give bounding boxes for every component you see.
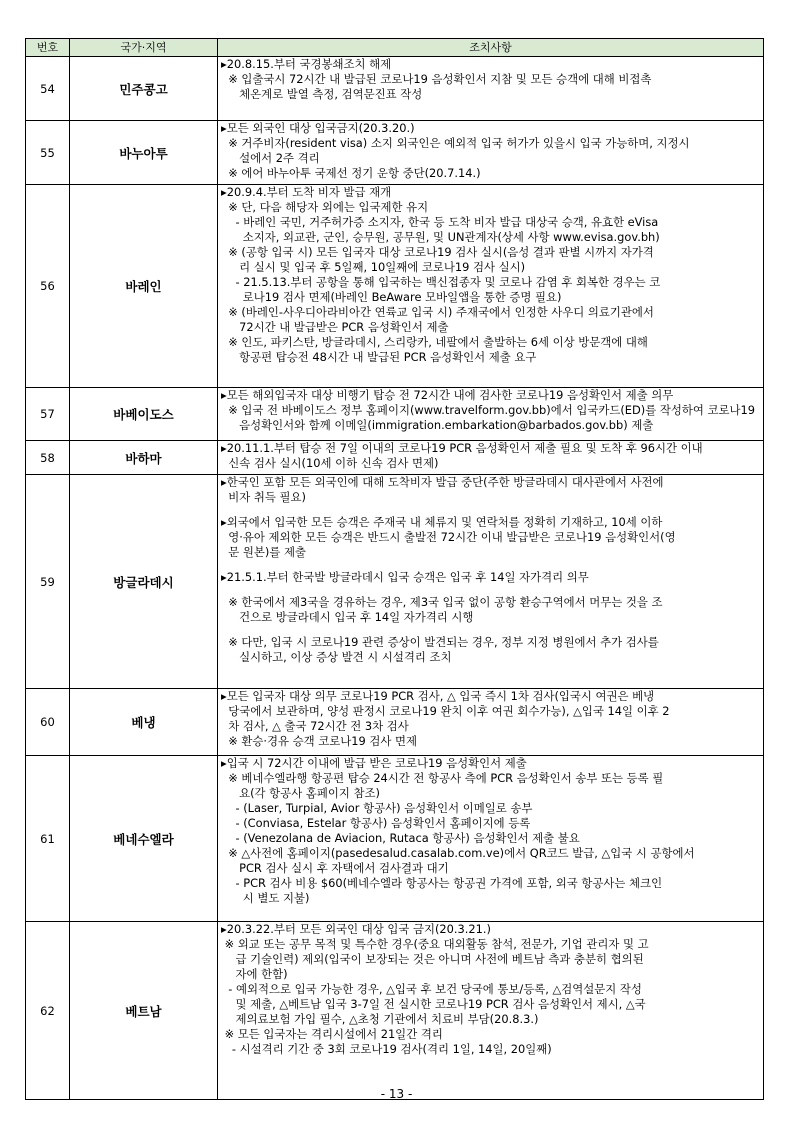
header-country: 국가·지역 <box>70 39 218 57</box>
measure-line: ※ 다만, 입국 시 코로나19 관련 증상이 발견되는 경우, 정부 지정 병원에서 추가 검사를 <box>221 635 659 649</box>
row-number: 58 <box>26 441 70 475</box>
measure-line: 소지자, 외교관, 군인, 승무원, 공무원, 및 UN관계자(상세 사항 www.evisa.gov.bh) <box>221 230 660 244</box>
table-row <box>26 441 764 475</box>
spacer <box>221 505 760 515</box>
country-name: 방글라데시 <box>70 475 218 689</box>
table-row <box>26 922 764 1100</box>
measure-line: ▸21.5.1.부터 한국발 방글라데시 입국 승객은 입국 후 14일 자가격리 의무 <box>221 570 589 584</box>
measure-line: ▸20.8.15.부터 국경봉쇄조치 해제 <box>221 57 392 71</box>
measure-line: 리 실시 및 입국 후 5일째, 10일째에 코로나19 검사 실시) <box>221 260 526 274</box>
table-row <box>26 689 764 756</box>
row-number: 56 <box>26 185 70 388</box>
measure-line: ▸모든 해외입국자 대상 비행기 탑승 전 72시간 내에 검사한 코로나19 음성확인서 제출 의무 <box>221 388 674 402</box>
measure-line: ※ 베네수엘라행 항공편 탑승 24시간 전 항공사 측에 PCR 음성확인서 송부 또는 등록 필 <box>221 771 664 785</box>
country-name: 베네수엘라 <box>70 756 218 922</box>
measure-line: - 21.5.13.부터 공항을 통해 입국하는 백신접종자 및 코로나 감염 후 회복한 경우는 코 <box>221 275 661 289</box>
row-number: 59 <box>26 475 70 689</box>
measure-line: ※ 모든 입국자는 격리시설에서 21일간 격리 <box>221 1027 443 1041</box>
country-name: 바레인 <box>70 185 218 388</box>
measure-line: 및 제출, △베트남 입국 3-7일 전 실시한 코로나19 PCR 검사 음성확인서 제시, △국 <box>221 997 646 1011</box>
spacer <box>221 585 760 595</box>
row-number: 54 <box>26 57 70 121</box>
table-row <box>26 756 764 922</box>
table-row <box>26 185 764 388</box>
measure-line: ※ 인도, 파키스탄, 방글라데시, 스리랑카, 네팔에서 출발하는 6세 이상 방문객에 대해 <box>221 335 648 349</box>
measure-cell <box>218 475 764 689</box>
measure-line: ▸입국 시 72시간 이내에 발급 받은 코로나19 음성확인서 제출 <box>221 756 527 770</box>
measure-line: 요(각 항공사 홈페이지 참조) <box>221 786 380 800</box>
table-row <box>26 475 764 689</box>
measure-cell <box>218 185 764 388</box>
row-number: 60 <box>26 689 70 756</box>
measure-line: ※ 에어 바누아투 국제선 정기 운항 중단(20.7.14.) <box>221 166 481 180</box>
measure-line: 당국에서 보관하며, 양성 판정시 코로나19 완치 이후 여권 회수가능), △입국 14일 이후 2 <box>221 704 670 718</box>
table-body <box>26 57 764 1100</box>
measure-cell <box>218 388 764 441</box>
measure-line: ※ (공항 입국 시) 모든 입국자 대상 코로나19 검사 실시(음성 결과 판별 시까지 자가격 <box>221 245 654 259</box>
country-name: 베트남 <box>70 922 218 1100</box>
measure-line: 72시간 내 발급받은 PCR 음성확인서 제출 <box>221 320 449 334</box>
measure-line: - (Laser, Turpial, Avior 항공사) 음성확인서 이메일로 송부 <box>221 801 533 815</box>
header-number: 번호 <box>26 39 70 57</box>
measure-line: ※ 한국에서 제3국을 경유하는 경우, 제3국 입국 없이 공항 환승구역에서 머무는 것을 조 <box>221 595 663 609</box>
measure-line: 로나19 검사 면제(바레인 BeAware 모바일앱을 통한 증명 필요) <box>221 290 562 304</box>
measure-cell <box>218 121 764 185</box>
country-name: 베냉 <box>70 689 218 756</box>
measure-line: 차 검사, △ 출국 72시간 전 3차 검사 <box>221 719 409 733</box>
measure-line: ▸20.3.22.부터 모든 외국인 대상 입국 금지(20.3.21.) <box>221 922 491 936</box>
measure-line: ※ (바레인-사우디아라비아간 연륙교 입국 시) 주재국에서 인정한 사우디 의료기관에서 <box>221 305 654 319</box>
table-row <box>26 121 764 185</box>
measure-cell <box>218 441 764 475</box>
measure-line: 음성확인서와 함께 이메일(immigration.embarkation@barbados.gov.bb) 제출 <box>221 418 654 432</box>
measure-line: ▸한국인 포함 모든 외국인에 대해 도착비자 발급 중단(주한 방글라데시 대사관에서 사전에 <box>221 475 664 489</box>
measure-line: ※ 입출국시 72시간 내 발급된 코로나19 음성확인서 지참 및 모든 승객에 대해 비접촉 <box>221 72 652 86</box>
table-row <box>26 388 764 441</box>
measure-line: - (Venezolana de Aviacion, Rutaca 항공사) 음성확인서 제출 불요 <box>221 831 580 845</box>
measure-line: ▸모든 외국인 대상 입국금지(20.3.20.) <box>221 121 415 135</box>
country-name: 바누아투 <box>70 121 218 185</box>
row-number: 61 <box>26 756 70 922</box>
measure-line: 문 원본)를 제출 <box>221 545 306 559</box>
measure-line: 비자 취득 필요) <box>221 490 306 504</box>
measure-line: 제의료보험 가입 필수, △초청 기관에서 치료비 부담(20.8.3.) <box>221 1012 539 1026</box>
header-measures: 조치사항 <box>218 39 764 57</box>
page-number: - 13 - <box>380 1087 413 1101</box>
measure-line: 신속 검사 실시(10세 이하 신속 검사 면제) <box>221 456 439 470</box>
measure-line: 체온계로 발열 측정, 검역문진표 작성 <box>221 87 423 101</box>
measure-line: 실시하고, 이상 증상 발견 시 시설격리 조치 <box>221 650 452 664</box>
row-number: 55 <box>26 121 70 185</box>
measure-line: - PCR 검사 비용 $60(베네수엘라 항공사는 항공권 가격에 포함, 외국 항공사는 체크인 <box>221 876 663 890</box>
measure-cell <box>218 756 764 922</box>
measure-line: 항공편 탑승전 48시간 내 발급된 PCR 음성확인서 제출 요구 <box>221 350 537 364</box>
measure-line: ※ 거주비자(resident visa) 소지 외국인은 예외적 입국 허가가 있을시 입국 가능하며, 지정시 <box>221 136 690 150</box>
measure-line: ※ 단, 다음 해당자 외에는 입국제한 유지 <box>221 200 429 214</box>
measures-table <box>25 38 764 1100</box>
measure-line: - 예외적으로 입국 가능한 경우, △입국 후 보건 당국에 통보/등록, △검역설문지 작성 <box>221 982 642 996</box>
row-number: 57 <box>26 388 70 441</box>
spacer <box>221 560 760 570</box>
measure-line: - (Conviasa, Estelar 항공사) 음성확인서 홈페이지에 등록 <box>221 816 531 830</box>
measure-line: - 바레인 국민, 거주허가증 소지자, 한국 등 도착 비자 발급 대상국 승객, 유효한 eVisa <box>221 215 659 229</box>
measure-line: ※ △사전에 홈페이지(pasedesalud.casalab.com.ve)에서 QR코드 발급, △입국 시 공항에서 <box>221 846 695 860</box>
measure-cell <box>218 922 764 1100</box>
measure-line: 급 기술인력) 제외(입국이 보장되는 것은 아니며 사전에 베트남 측과 충분히 협의된 <box>221 952 644 966</box>
measure-line: ▸20.11.1.부터 탑승 전 7일 이내의 코로나19 PCR 음성확인서 제출 필요 및 도착 후 96시간 이내 <box>221 441 703 455</box>
table-header-row <box>26 39 764 57</box>
row-number: 62 <box>26 922 70 1100</box>
measure-line: ※ 환승·경유 승객 코로나19 검사 면제 <box>221 734 418 748</box>
measure-line: ▸모든 입국자 대상 의무 코로나19 PCR 검사, △ 입국 즉시 1차 검사(입국시 여권은 베냉 <box>221 689 655 703</box>
spacer <box>221 625 760 635</box>
country-name: 바하마 <box>70 441 218 475</box>
measure-line: 설에서 2주 격리 <box>221 151 320 165</box>
measure-line: 건으로 방글라데시 입국 후 14일 자가격리 시행 <box>221 610 474 624</box>
country-name: 바베이도스 <box>70 388 218 441</box>
country-name: 민주콩고 <box>70 57 218 121</box>
measure-line: ▸외국에서 입국한 모든 승객은 주재국 내 체류지 및 연락처를 정확히 기재하고, 10세 이하 <box>221 515 663 529</box>
table-row <box>26 57 764 121</box>
measure-line: 시 별도 지불) <box>221 891 310 905</box>
measure-cell <box>218 57 764 121</box>
measure-line: - 시설격리 기간 중 3회 코로나19 검사(격리 1일, 14일, 20일째) <box>221 1042 552 1056</box>
measure-line: ※ 입국 전 바베이도스 정부 홈페이지(www.travelform.gov.bb)에서 입국카드(ED)를 작성하여 코로나19 <box>221 403 755 417</box>
measure-line: 자에 한함) <box>221 967 288 981</box>
measure-line: 영·유아 제외한 모든 승객은 반드시 출발전 72시간 이내 발급받은 코로나19 음성확인서(영 <box>221 530 676 544</box>
measure-line: ▸20.9.4.부터 도착 비자 발급 재개 <box>221 185 392 199</box>
measure-cell <box>218 689 764 756</box>
measure-line: PCR 검사 실시 후 자택에서 검사결과 대기 <box>221 861 449 875</box>
measure-line: ※ 외교 또는 공무 목적 및 특수한 경우(중요 대외활동 참석, 전문가, 기업 관리자 및 고 <box>221 937 649 951</box>
